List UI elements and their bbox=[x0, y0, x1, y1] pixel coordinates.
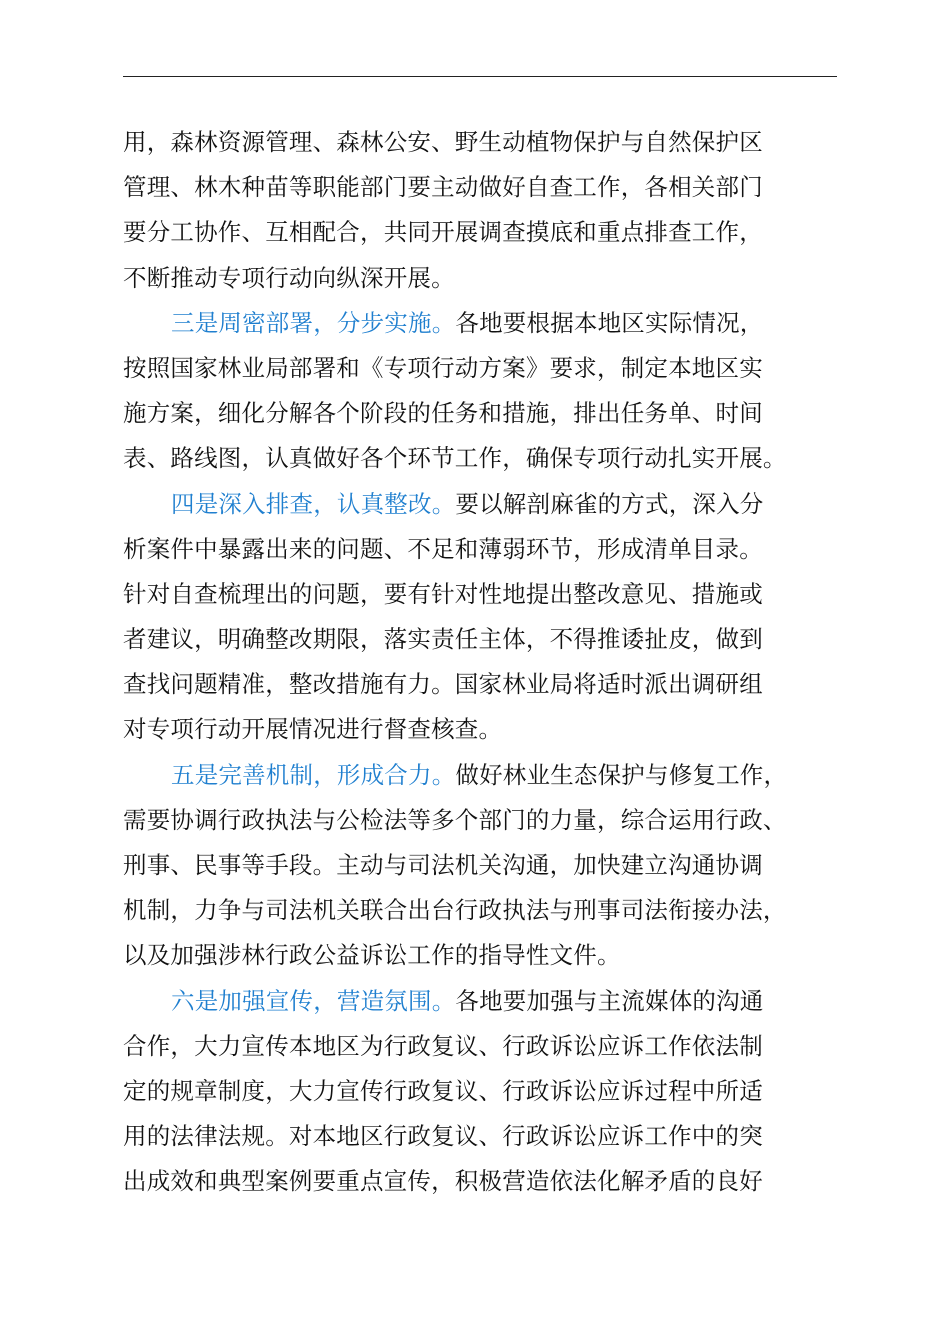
line-text: 出成效和典型案例要重点宣传，积极营造依法化解矛盾的良好 bbox=[123, 1167, 763, 1196]
line-text: 用，森林资源管理、森林公安、野生动植物保护与自然保护区 bbox=[123, 128, 763, 156]
line-text: 以及加强涉林行政公益诉讼工作的指导性文件。 bbox=[123, 941, 621, 970]
line-text: 各地要根据本地区实际情况， bbox=[455, 308, 764, 337]
section-heading: 四是深入排查，认真整改。 bbox=[171, 489, 456, 518]
text-line bbox=[123, 572, 863, 617]
line-text: 刑事、民事等手段。主动与司法机关沟通，加快建立沟通协调 bbox=[123, 851, 763, 879]
text-line bbox=[123, 1024, 863, 1069]
line-text: 表、路线图，认真做好各个环节工作，确保专项行动扎实开展。 bbox=[123, 444, 787, 473]
text-line bbox=[123, 165, 863, 210]
text-line bbox=[123, 979, 863, 1024]
text-line bbox=[123, 210, 863, 255]
line-text: 施方案，细化分解各个阶段的任务和措施，排出任务单、时间 bbox=[123, 399, 763, 428]
section-heading: 六是加强宣传，营造氛围。 bbox=[171, 986, 456, 1015]
text-line bbox=[123, 1069, 863, 1114]
text-line bbox=[123, 256, 863, 301]
text-line bbox=[123, 798, 863, 843]
line-text: 定的规章制度，大力宣传行政复议、行政诉讼应诉过程中所适 bbox=[123, 1076, 763, 1105]
text-line bbox=[123, 617, 863, 662]
line-text: 查找问题精准，整改措施有力。国家林业局将适时派出调研组 bbox=[123, 670, 763, 699]
text-line bbox=[123, 888, 863, 933]
text-line bbox=[123, 527, 863, 572]
line-text: 用的法律法规。对本地区行政复议、行政诉讼应诉工作中的突 bbox=[123, 1122, 763, 1151]
line-text: 管理、林木种苗等职能部门要主动做好自查工作，各相关部门 bbox=[123, 173, 763, 202]
line-text: 做好林业生态保护与修复工作， bbox=[455, 760, 788, 789]
line-text: 要以解剖麻雀的方式，深入分 bbox=[455, 489, 764, 518]
line-text: 按照国家林业局部署和《专项行动方案》要求，制定本地区实 bbox=[123, 353, 763, 382]
line-text: 机制，力争与司法机关联合出台行政执法与刑事司法衔接办法， bbox=[123, 896, 787, 925]
text-line bbox=[123, 346, 863, 391]
line-text: 者建议，明确整改期限，落实责任主体，不得推诿扯皮，做到 bbox=[123, 625, 763, 654]
text-line bbox=[123, 662, 863, 707]
document-body bbox=[123, 120, 863, 1205]
text-line bbox=[123, 120, 863, 165]
line-text: 析案件中暴露出来的问题、不足和薄弱环节，形成清单目录。 bbox=[123, 534, 763, 563]
line-text: 要分工协作、互相配合，共同开展调查摸底和重点排查工作， bbox=[123, 218, 763, 247]
line-text: 针对自查梳理出的问题，要有针对性地提出整改意见、措施或 bbox=[123, 579, 763, 608]
line-text: 不断推动专项行动向纵深开展。 bbox=[123, 263, 455, 292]
line-text: 合作，大力宣传本地区为行政复议、行政诉讼应诉工作依法制 bbox=[123, 1031, 763, 1060]
text-line bbox=[123, 1114, 863, 1159]
line-text: 各地要加强与主流媒体的沟通 bbox=[455, 986, 764, 1015]
text-line bbox=[123, 391, 863, 436]
text-line bbox=[123, 933, 863, 978]
section-heading: 三是周密部署，分步实施。 bbox=[171, 308, 456, 337]
text-line bbox=[123, 843, 863, 888]
text-line bbox=[123, 482, 863, 527]
header-rule bbox=[123, 76, 837, 77]
text-line bbox=[123, 707, 863, 752]
text-line bbox=[123, 753, 863, 798]
section-heading: 五是完善机制，形成合力。 bbox=[171, 760, 456, 789]
text-line bbox=[123, 1159, 863, 1204]
line-text: 对专项行动开展情况进行督查核查。 bbox=[123, 715, 503, 744]
text-line bbox=[123, 301, 863, 346]
text-line bbox=[123, 436, 863, 481]
line-text: 需要协调行政执法与公检法等多个部门的力量，综合运用行政、 bbox=[123, 805, 787, 834]
